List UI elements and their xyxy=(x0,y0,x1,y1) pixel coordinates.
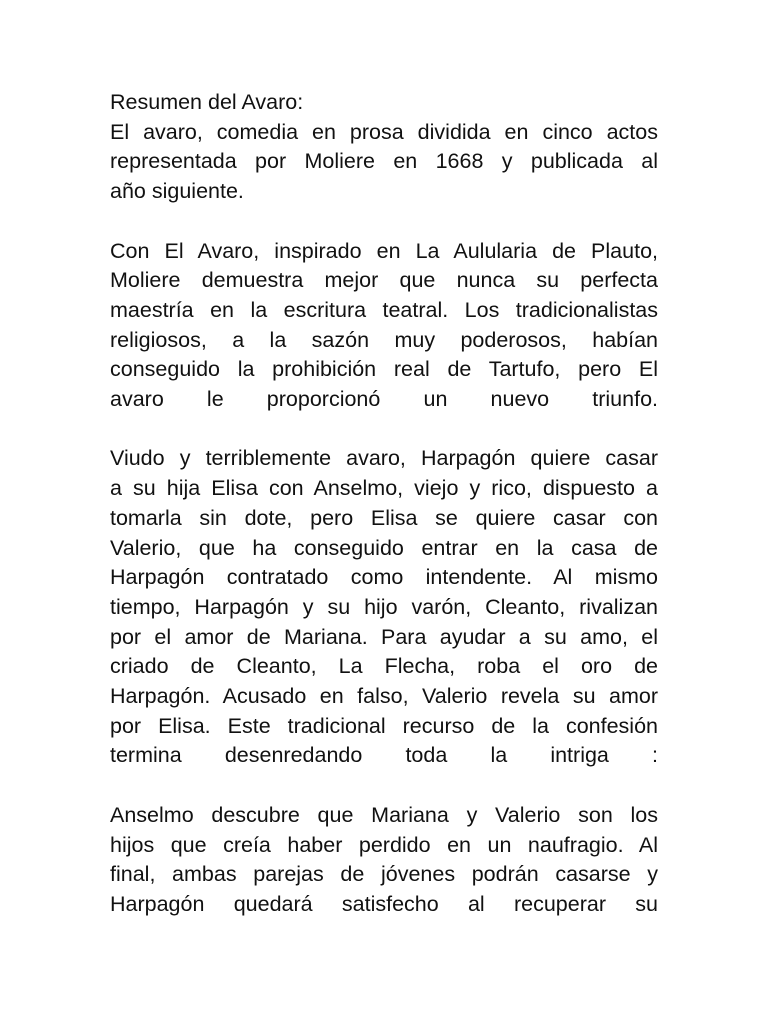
paragraph-line: criado de Cleanto, La Flecha, roba el oro de xyxy=(110,654,658,679)
paragraph-line: maestría en la escritura teatral. Los tradicionalistas xyxy=(110,297,658,322)
paragraph-2 xyxy=(110,237,658,415)
paragraph-line: Viudo y terriblemente avaro, Harpagón quiere casar xyxy=(110,446,658,471)
paragraph-line: tomarla sin dote, pero Elisa se quiere casar con xyxy=(110,505,658,530)
paragraph-line: Anselmo descubre que Mariana y Valerio son los xyxy=(110,802,658,827)
paragraph-line: año siguiente. xyxy=(110,179,244,204)
paragraph-line: Valerio, que ha conseguido entrar en la casa de xyxy=(110,535,658,560)
paragraph-line: Harpagón quedará satisfecho al recuperar su xyxy=(110,891,658,916)
paragraph-line: termina desenredando toda la intriga : xyxy=(110,743,658,768)
paragraph-line: final, ambas parejas de jóvenes podrán casarse y xyxy=(110,862,658,887)
document-title: Resumen del Avaro: xyxy=(110,90,304,114)
paragraph-line: conseguido la prohibición real de Tartufo, pero El xyxy=(110,357,658,382)
paragraph-line: hijos que creía haber perdido en un naufragio. Al xyxy=(110,832,658,857)
paragraph-1 xyxy=(110,118,658,207)
paragraph-line: a su hija Elisa con Anselmo, viejo y rico, dispuesto a xyxy=(110,476,658,501)
paragraph-line: tiempo, Harpagón y su hijo varón, Cleanto, rivalizan xyxy=(110,594,658,619)
document-page xyxy=(110,88,658,949)
paragraph-3 xyxy=(110,444,658,771)
paragraph-line: por Elisa. Este tradicional recurso de la confesión xyxy=(110,713,658,738)
paragraph-line: avaro le proporcionó un nuevo triunfo. xyxy=(110,387,658,412)
paragraph-line: por el amor de Mariana. Para ayudar a su amo, el xyxy=(110,624,658,649)
paragraph-4 xyxy=(110,801,658,920)
paragraph-line: religiosos, a la sazón muy poderosos, habían xyxy=(110,327,658,352)
paragraph-line: Con El Avaro, inspirado en La Aulularia de Plauto, xyxy=(110,238,658,263)
paragraph-line: representada por Moliere en 1668 y publicada al xyxy=(110,149,658,174)
paragraph-line: El avaro, comedia en prosa dividida en cinco actos xyxy=(110,119,658,144)
paragraph-line: Harpagón contratado como intendente. Al mismo xyxy=(110,565,658,590)
paragraph-line: Moliere demuestra mejor que nunca su perfecta xyxy=(110,268,658,293)
paragraph-line: Harpagón. Acusado en falso, Valerio revela su amor xyxy=(110,684,658,709)
